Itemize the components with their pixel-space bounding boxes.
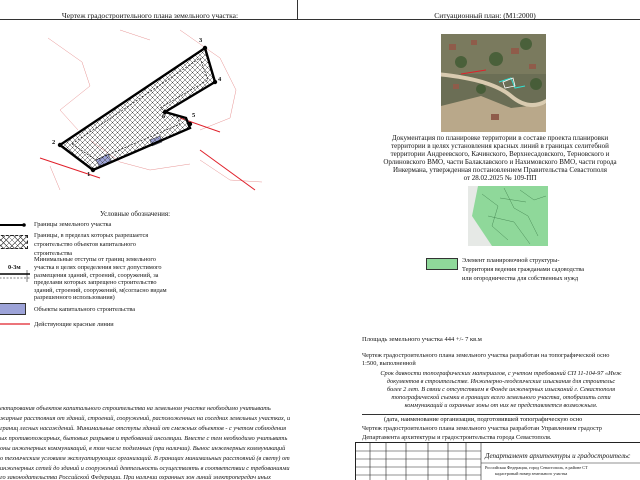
body-line-5: оны инженерных коммуникаций, в том числе подземных (при наличии). Вынос инженерных коммуникаций xyxy=(0,445,286,452)
legend-label-allowable-1: Границы, в пределах которых разрешается xyxy=(34,232,149,239)
body-line-3: границ лесных насаждений. Минимальные отступы зданий от смежных объектов - с учетом соблюдения xyxy=(0,425,287,432)
notes-prepared-2: Департамента архитектуры и градостроительства города Севастополя. xyxy=(362,434,552,441)
point-4 xyxy=(213,80,217,84)
point-label-3: 3 xyxy=(199,37,203,44)
point-label-1: 1 xyxy=(87,171,91,178)
legend-label-parcel-boundary: Границы земельного участка xyxy=(34,221,112,228)
stamp-title: Департамент архитектуры и градостроительс xyxy=(485,452,631,460)
body-line-7: инженерных сетей до зданий и сооружений деятельность осуществлять в соответствии с требованиями xyxy=(0,465,290,472)
planning-element-map xyxy=(468,186,548,246)
legend-red-line-symbol xyxy=(0,320,32,330)
legend-label-setback-5: зданий, строений, сооружений, м(согласно видам xyxy=(34,287,167,294)
point-label-6: 6 xyxy=(162,113,166,120)
legend-title: Условные обозначения: xyxy=(100,210,171,218)
documentation-line-6: от 28.02.2025 № 109-ПП xyxy=(463,174,537,182)
notes-italic-2: документов в строительстве. Инженерно-геодезические изыскания для строительс xyxy=(386,378,616,385)
body-line-2: жарные расстояния от зданий, строений, сооружений, расположенных на соседних земельных участках, и xyxy=(0,415,291,422)
legend-setback-distance: 0-3м xyxy=(8,264,21,271)
legend-building-symbol xyxy=(0,303,26,315)
legend-green-label-3: или огородничества для собственных нужд xyxy=(462,275,579,282)
point-label-5: 5 xyxy=(192,112,196,119)
point-1 xyxy=(91,168,95,172)
body-line-4: ых противопожарных, бытовых разрывов и требований инсоляции. Вместе с тем необходимо учитывать xyxy=(0,435,288,442)
legend-parcel-boundary-symbol xyxy=(2,221,32,231)
notes-italic-1: Срок давности топографических материалов, с учетом требований СП 11-104-97 «Инж xyxy=(380,370,622,377)
stamp-small-2: кадастровый номер земельного участка xyxy=(495,471,568,476)
notes-italic-4: топографической съемки в границах всего земельного участка, отобразить сети xyxy=(391,394,611,401)
point-label-4: 4 xyxy=(218,76,222,83)
legend-green-label-2: Территория ведения гражданами садоводства xyxy=(462,266,585,273)
notes-org-caption: (дата, наименование организации, подготовившей топографическую осно xyxy=(384,416,583,423)
documentation-line-1: Документация по планировке территории в составе проекта планировки xyxy=(391,134,609,142)
legend-label-setback-1: Минимальные отступы от границ земельного xyxy=(34,256,156,263)
documentation-line-4: Орлиновского ВМО, части Балаклавского и Нахимовского ВМО, части города xyxy=(383,158,617,166)
notes-line-2: 1:500, выполненной xyxy=(362,360,416,367)
legend-allowable-zone-symbol xyxy=(0,235,28,249)
legend-label-red-line: Действующие красные линии xyxy=(34,321,114,328)
legend-label-allowable-3: строительства xyxy=(34,250,73,257)
plan-title: Чертеж градостроительного плана земельного участка: xyxy=(61,11,239,20)
legend-label-building: Объекты капитального строительства xyxy=(34,306,136,313)
situation-map-image xyxy=(441,34,546,132)
body-line-8: го законодательства Российской Федерации. При наличии охранных зон линий электропередач иных xyxy=(0,474,271,480)
parcel-area: Площадь земельного участка 444 +/- 7 кв.м xyxy=(362,336,482,343)
legend-label-allowable-2: строительство объектов капитального xyxy=(34,241,136,248)
notes-italic-5: коммуникаций и охранные зоны от них не представляется возможным. xyxy=(404,402,598,409)
notes-divider xyxy=(362,414,640,415)
legend-label-setback-3: размещения зданий, строений, сооружений, за xyxy=(34,272,159,279)
situation-title: Ситуационный план: (М1:2000) xyxy=(434,11,536,20)
documentation-line-3: территории Андреевского, Качинского, Верхнесадовского, Терновского и xyxy=(390,150,610,158)
legend-label-setback-6: разрешенного использования) xyxy=(34,294,115,301)
stamp-small-1: Российская Федерация, город Севастополь, в районе СТ xyxy=(485,465,588,470)
point-label-2: 2 xyxy=(52,139,56,146)
notes-prepared-1: Чертеж градостроительного плана земельного участка разработан Управлением градостр xyxy=(362,425,602,432)
notes-line-1: Чертеж градостроительного плана земельного участка разработан на топографической осно xyxy=(362,352,610,359)
legend-label-setback-4: пределами которых запрещено строительство xyxy=(34,279,157,286)
point-5 xyxy=(188,122,192,126)
legend-label-setback-2: участка в целях определения мест допустимого xyxy=(34,264,162,271)
point-3 xyxy=(203,46,207,50)
documentation-line-2: территории в целях установления красных линий в границах селитебной xyxy=(391,142,609,150)
legend-green-symbol xyxy=(426,258,458,270)
body-line-6: о техническим условиям эксплуатирующих организаций. В границах минимальных расстояний (в свету) от xyxy=(0,455,290,462)
legend-green-label-1: Элемент планировочной структуры- xyxy=(462,257,560,264)
point-2 xyxy=(58,143,62,147)
documentation-line-5: Инкермана, утвержденная постановлением Правительства Севастополя xyxy=(393,166,607,174)
body-line-1: ектирования объектов капитального строительства на земельном участке необходимо учитывать xyxy=(0,405,271,412)
notes-italic-3: более 2 лет. В связи с отсутствием в Фонде инженерных изысканий г. Севастополя xyxy=(386,386,616,393)
